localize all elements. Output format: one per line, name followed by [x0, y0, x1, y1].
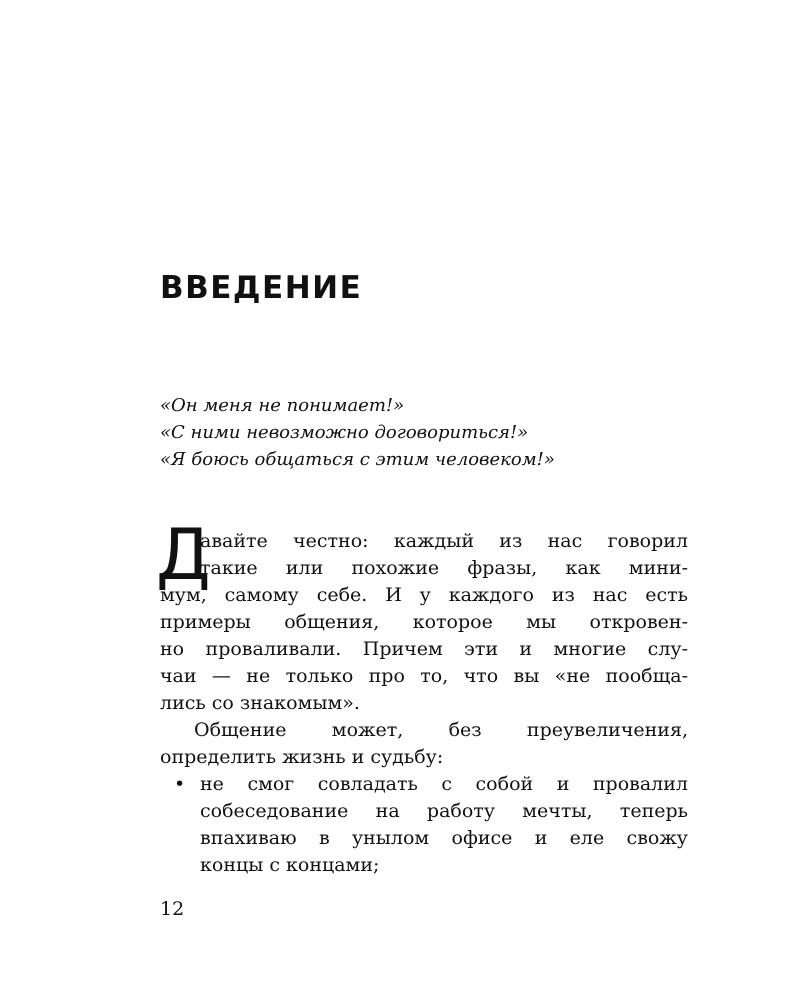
text-line: Общение может, без преувеличения, — [194, 719, 688, 741]
text-line: концы с концами; — [200, 854, 380, 876]
paragraph-with-dropcap — [156, 514, 688, 717]
text-line: мум, самому себе. И у каждого из нас есть — [160, 584, 688, 606]
chapter-heading: ВВЕДЕНИЕ — [160, 270, 363, 306]
page-number: 12 — [160, 898, 185, 920]
body-text — [156, 514, 688, 879]
text-line: впахиваю в унылом офисе и еле свожу — [200, 827, 688, 849]
text-line: чаи — не только про то, что вы «не пообща- — [160, 665, 688, 687]
epigraph-quote: «Он меня не понимает!» — [160, 395, 405, 416]
text-line: такие или похожие фразы, как мини- — [200, 557, 688, 579]
epigraph-quote: «Я боюсь общаться с этим человеком!» — [160, 449, 555, 470]
bullet-icon: • — [174, 773, 186, 795]
paragraph — [160, 717, 688, 771]
text-line: лись со знакомым». — [160, 692, 360, 714]
text-line — [160, 771, 688, 798]
text-line: примеры общения, которое мы откровен- — [160, 611, 688, 633]
epigraph-quote: «С ними невозможно договориться!» — [160, 422, 529, 443]
bullet-list — [160, 771, 688, 879]
text-line: собеседование на работу мечты, теперь — [200, 800, 688, 822]
text-line: определить жизнь и судьбу: — [160, 746, 444, 768]
text-line: но проваливали. Причем эти и многие слу- — [160, 638, 688, 660]
drop-cap: Д — [156, 514, 211, 596]
list-item — [160, 771, 688, 879]
epigraph — [160, 392, 700, 473]
text-line: авайте честно: каждый из нас говорил — [200, 530, 688, 552]
bullet-text: не смог совладать с собой и провалил — [200, 773, 688, 795]
